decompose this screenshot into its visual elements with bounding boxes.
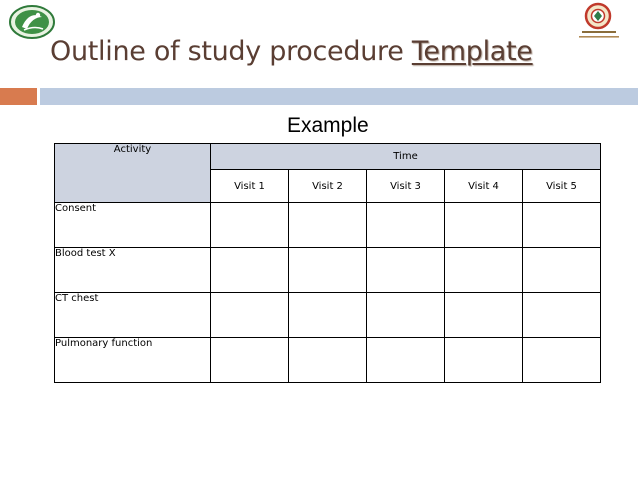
activity-label: CT chest — [55, 293, 211, 338]
schedule-cell — [523, 293, 601, 338]
schedule-cell — [289, 248, 367, 293]
schedule-cell — [211, 203, 289, 248]
schedule-cell — [289, 203, 367, 248]
visit-header: Visit 3 — [367, 170, 445, 203]
time-column-header: Time — [211, 144, 601, 170]
table-row — [55, 248, 601, 293]
schedule-cell — [367, 203, 445, 248]
schedule-cell — [367, 338, 445, 383]
schedule-cell — [211, 248, 289, 293]
schedule-cell — [289, 293, 367, 338]
accent-bar-orange — [0, 88, 37, 105]
table-row — [55, 293, 601, 338]
visit-header: Visit 4 — [445, 170, 523, 203]
activity-column-header: Activity — [55, 144, 211, 203]
schedule-cell — [523, 203, 601, 248]
slide-title-text: Outline of study procedure — [50, 36, 412, 67]
schedule-cell — [523, 248, 601, 293]
schedule-cell — [211, 338, 289, 383]
schedule-cell — [445, 248, 523, 293]
schedule-cell — [211, 293, 289, 338]
organization-logo — [9, 5, 55, 39]
activity-label: Blood test X — [55, 248, 211, 293]
schedule-cell — [367, 293, 445, 338]
table-header-row — [55, 144, 601, 170]
national-guard-health-affairs-logo — [576, 0, 634, 44]
slide-subtitle: Example — [287, 114, 369, 137]
study-procedure-table — [54, 143, 601, 383]
activity-label: Consent — [55, 203, 211, 248]
slide-title-emphasis: Template — [411, 36, 533, 67]
accent-bar-blue — [40, 88, 638, 105]
schedule-cell — [445, 203, 523, 248]
schedule-cell — [445, 338, 523, 383]
schedule-cell — [289, 338, 367, 383]
schedule-cell — [523, 338, 601, 383]
table-row — [55, 203, 601, 248]
schedule-cell — [445, 293, 523, 338]
visit-header: Visit 1 — [211, 170, 289, 203]
schedule-cell — [367, 248, 445, 293]
table-row — [55, 338, 601, 383]
slide-title — [50, 34, 533, 70]
visit-header: Visit 5 — [523, 170, 601, 203]
activity-label: Pulmonary function — [55, 338, 211, 383]
visit-header: Visit 2 — [289, 170, 367, 203]
